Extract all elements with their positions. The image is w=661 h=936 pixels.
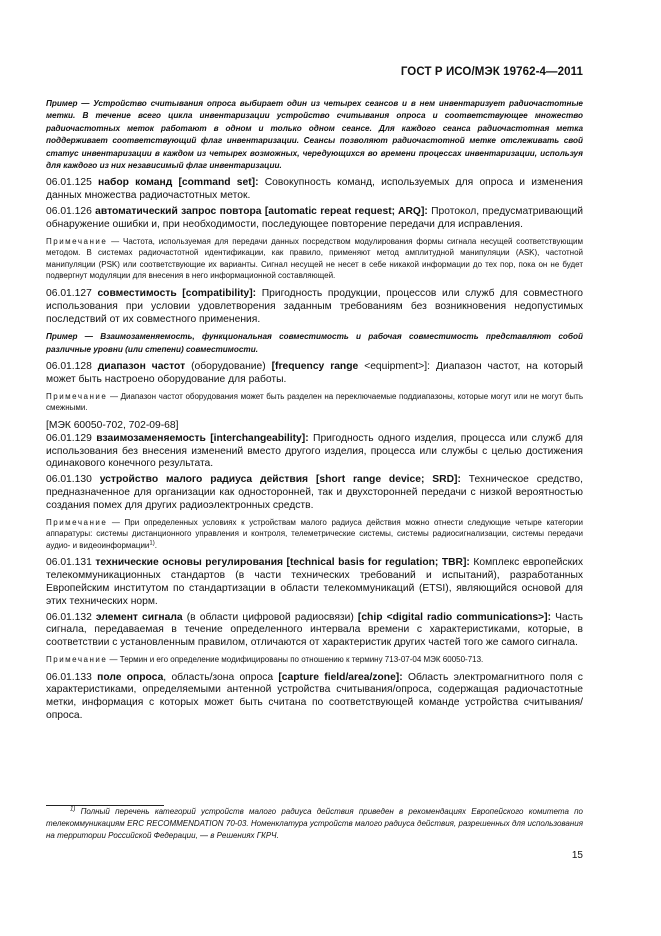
term-entry-133 (46, 672, 583, 723)
term-definition: Область электромагнитного поля с характеристиками, определяемыми антенной устройства считывания/опроса, содержащая радиочастотные метки, информация с которых может быть считана по соответствующей команде устройства считывания/опроса. (46, 671, 583, 721)
term-name: поле опроса (97, 671, 164, 683)
footnote-marker: 1) (149, 540, 155, 547)
term-entry-129 (46, 433, 583, 471)
term-qualifier: , область/зона опроса (163, 671, 274, 683)
note-text: — Термин и его определение модифицированы по отношению к термину 713-07-04 МЭК 60050-713. (109, 654, 484, 664)
term-number: 06.01.126 (46, 206, 92, 218)
note-130 (46, 517, 583, 552)
source-reference: [МЭК 60050-702, 702-09-68] (46, 419, 179, 431)
page-number: 15 (571, 850, 583, 861)
footnote (46, 806, 583, 841)
term-definition: Протокол, предусматривающий обнаружение ошибки и, при необходимости, последующее повторение передачи для исправления. (46, 206, 583, 230)
note-label: Примечание (46, 517, 108, 527)
term-name: технические основы регулирования [technical basis for regulation; TBR]: (95, 557, 470, 569)
term-definition: Часть сигнала, передаваемая в течение определенного интервала времени с характеристиками, которые, в соответствии с установленным правилом, отличаются от характеристик других частей того же самого сигнала. (46, 611, 583, 649)
document-header: ГОСТ Р ИСО/МЭК 19762-4—2011 (400, 66, 583, 78)
term-name: совместимость [compatibility]: (97, 288, 257, 299)
term-name: устройство малого радиуса действия [short range device; SRD]: (99, 474, 461, 486)
document-body (46, 98, 583, 726)
note-128 (46, 391, 583, 414)
term-number: 06.01.128 (46, 361, 92, 373)
term-name: взаимозаменяемость [interchangeability]: (96, 432, 309, 444)
note-text: — Частота, используемая для передачи данных посредством модулирования формы сигнала несущей соответствующим методом. В системах радиочастотной идентификации, как правило, применяют метод амплитудной манипуляции (ASK), частотной манипуляции (PSK) или соответствующие их варианты. Сигнал несущей не несет в себе никакой информации до тех пор, пока он не будет подвергнут модуляции для внесения в него информационной составляющей. (46, 236, 583, 281)
term-name: диапазон частот (97, 361, 186, 373)
term-number: 06.01.125 (46, 177, 92, 189)
term-name: элемент сигнала (95, 611, 183, 623)
note-126 (46, 236, 583, 282)
term-entry-132 (46, 612, 583, 650)
term-number: 06.01.130 (46, 474, 92, 486)
term-definition: Техническое средство, предназначенное для организации как односторонней, так и двухсторонней передачи с низкой вероятностью создания помех для других радиоэлектронных средств. (46, 474, 583, 511)
term-entry-128 (46, 361, 583, 387)
term-definition: Диапазон частот, на который может быть настроено оборудование для работы. (46, 361, 583, 385)
term-number: 06.01.131 (46, 557, 92, 569)
footnote-number: 1) (70, 806, 76, 813)
term-definition: Пригодность продукции, процессов или служб для совместного использования при условии удовлетворения заданным требованиям без возникновения недопустимых последствий от их совместного применения. (46, 288, 583, 325)
term-qualifier: (оборудование) (191, 361, 266, 373)
example-paragraph-2: Пример — Взаимозаменяемость, функциональная совместимость и рабочая совместимость представляют собой различные уровни (или степени) совместимости. (46, 332, 583, 354)
term-english-qualifier: <equipment>]: (364, 361, 431, 373)
term-definition: Совокупность команд, используемых для опроса и изменения данных множества радиочастотных меток. (46, 177, 583, 202)
term-name: набор команд [command set]: (98, 177, 259, 189)
note-label: Примечание (46, 236, 108, 246)
term-number: 06.01.133 (46, 671, 92, 683)
note-text: — При определенных условиях к устройствам малого радиуса действия можно отнести следующие четыре категории аппаратуры: системы дистанционного управления и контроля, телеметрические системы, системы радиосигнализации, системы передачи аудио- и видеоинформации (46, 517, 583, 550)
note-text: — Диапазон частот оборудования может быть разделен на переключаемые поддиапазоны, которые могут или не могут быть смежными. (46, 391, 584, 413)
term-english: [capture field/area/zone]: (278, 671, 403, 683)
note-132 (46, 654, 583, 666)
term-number: 06.01.129 (46, 432, 92, 444)
note-label: Примечание (46, 654, 108, 664)
term-english: [frequency range (271, 361, 359, 373)
term-english: [chip <digital radio communications>]: (357, 611, 552, 623)
term-number: 06.01.127 (46, 288, 92, 299)
term-definition: Пригодность одного изделия, процесса или служб для использования без внесения изменений вместо другого изделия, процесса или службы с целью достижения одинакового конечного результата. (46, 432, 583, 470)
term-entry-125 (46, 177, 583, 203)
term-number: 06.01.132 (46, 611, 92, 623)
example-paragraph: Пример — Устройство считывания опроса выбирает один из четырех сеансов и в нем инвентаризует радиочастотные метки. В течение всего цикла инвентаризации устройство считывания опроса и соответствующее множество радиочастотных меток работают в одном и только одном сеансе. Для каждого сеанса радиочастотная метка поддерживает соответствующий флаг инвентаризации. Сеансы позволяют радиочастотной метке отслеживать свой статус инвентаризации в каждом из четырех возможных, чередующихся во времени процессах инвентаризации, используя для каждого из них независимый флаг инвентаризации. (46, 99, 583, 171)
term-qualifier: (в области цифровой радиосвязи) (186, 611, 354, 623)
term-entry-127 (46, 288, 583, 326)
term-entry-131 (46, 557, 583, 608)
term-definition: Комплекс европейских телекоммуникационных стандартов (в части технических требований и испытаний), разработанных Европейским институтом по стандартизации в области телекоммуникаций (ETSI), являющийся основой для этих технических норм. (46, 557, 583, 607)
term-entry-130 (46, 474, 583, 512)
footnote-text: Полный перечень категорий устройств малого радиуса действия приведен в рекомендациях Европейского комитета по телекоммуникациям ERC RECOMMENDATION 70-03. Номенклатура устройств малого радиуса действия, разрешенных для использования на территории Российской Федерации, — в Решениях ГКРЧ. (46, 807, 583, 840)
term-name: автоматический запрос повтора [automatic repeat request; ARQ]: (95, 206, 428, 218)
note-label: Примечание (46, 391, 108, 401)
note-end: . (154, 540, 157, 550)
term-entry-126 (46, 206, 583, 232)
